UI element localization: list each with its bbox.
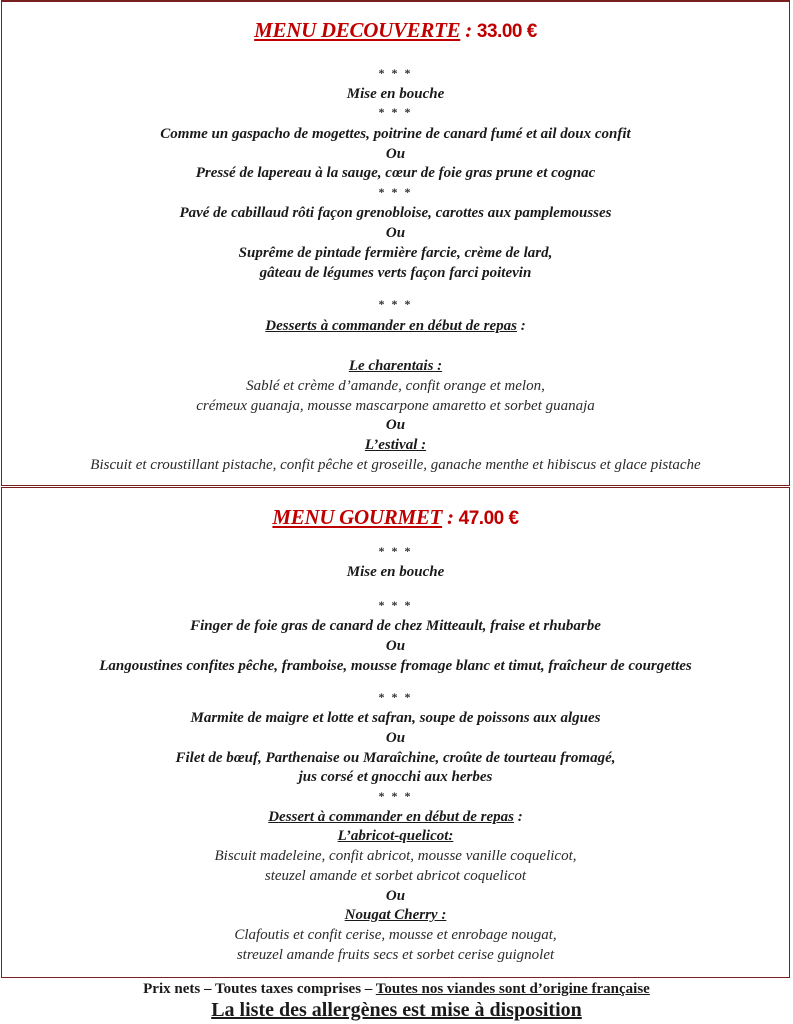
title-separator: : — [442, 505, 459, 529]
or-label: Ou — [385, 730, 406, 746]
stars-divider: * * * — [378, 66, 413, 80]
meat-origin-note: Toutes nos viandes sont d’origine française — [375, 981, 650, 997]
dessert-2-description-line-2: streuzel amande fruits secs et sorbet cerise guignolet — [236, 947, 555, 963]
starter-option-2: Langoustines confites pêche, framboise, mousse fromage blanc et timut, fraîcheur de courgettes — [99, 658, 692, 674]
or-label: Ou — [385, 225, 406, 241]
price-notice — [0, 981, 793, 998]
dessert-1-name: Le charentais : — [348, 358, 443, 374]
stars-divider: * * * — [378, 544, 413, 558]
dessert-header: Desserts à commander en début de repas : — [265, 318, 526, 334]
dessert-header: Dessert à commander en début de repas : — [268, 809, 523, 825]
dessert-1-name: L’abricot-quelicot: — [337, 828, 454, 844]
main-option-2-line-1: Suprême de pintade fermière farcie, crème de lard, — [238, 245, 553, 261]
stars-divider: * * * — [378, 297, 413, 311]
main-option-2-line-2: gâteau de légumes verts façon farci poitevin — [259, 265, 532, 281]
prices-note: Prix nets – Toutes taxes comprises – — [143, 981, 376, 997]
menu-title: MENU DECOUVERTE — [254, 18, 461, 42]
dessert-1-description-line-1: Biscuit madeleine, confit abricot, mousse vanille coquelicot, — [214, 848, 577, 864]
main-option-1: Marmite de maigre et lotte et safran, soupe de poissons aux algues — [190, 710, 601, 726]
dessert-1-description-line-2: steuzel amande et sorbet abricot coquelicot — [264, 868, 527, 884]
dessert-2-name: L’estival : — [364, 437, 427, 453]
dessert-2-description-line-1: Clafoutis et confit cerise, mousse et enrobage nougat, — [234, 927, 557, 943]
dessert-2-description-line-1: Biscuit et croustillant pistache, confit pêche et groseille, ganache menthe et hibiscus et glace pistache — [90, 457, 701, 473]
menu-price: 33.00 € — [476, 21, 537, 42]
dessert-1-description-line-1: Sablé et crème d’amande, confit orange et melon, — [246, 378, 545, 394]
starter-option-2: Pressé de lapereau à la sauge, cœur de foie gras prune et cognac — [195, 165, 596, 181]
amuse-bouche: Mise en bouche — [346, 86, 445, 102]
dessert-1-description-line-2: crémeux guanaja, mousse mascarpone amaretto et sorbet guanaja — [196, 398, 595, 414]
or-label: Ou — [385, 146, 406, 162]
starter-option-1: Comme un gaspacho de mogettes, poitrine de canard fumé et ail doux confit — [160, 126, 631, 142]
stars-divider: * * * — [378, 598, 413, 612]
stars-divider: * * * — [378, 185, 413, 199]
menu-title: MENU GOURMET — [272, 505, 443, 529]
menu-gourmet-section — [1, 487, 790, 978]
menu-decouverte-heading — [2, 18, 789, 43]
stars-divider: * * * — [378, 690, 413, 704]
main-option-2-line-2: jus corsé et gnocchi aux herbes — [298, 769, 493, 785]
menu-decouverte-section — [1, 0, 790, 486]
stars-divider: * * * — [378, 789, 413, 803]
allergens-notice: La liste des allergènes est mise à disposition — [211, 999, 582, 1021]
stars-divider: * * * — [378, 105, 413, 119]
menu-price: 47.00 € — [458, 508, 519, 529]
menu-gourmet-heading — [2, 505, 789, 530]
or-label: Ou — [385, 417, 406, 433]
dessert-2-name: Nougat Cherry : — [344, 907, 447, 923]
main-option-2-line-1: Filet de bœuf, Parthenaise ou Maraîchine, croûte de tourteau fromagé, — [175, 750, 616, 766]
title-separator: : — [460, 18, 477, 42]
main-option-1: Pavé de cabillaud rôti façon grenobloise, carottes aux pamplemousses — [179, 205, 612, 221]
or-label: Ou — [385, 888, 406, 904]
starter-option-1: Finger de foie gras de canard de chez Mitteault, fraise et rhubarbe — [190, 618, 601, 634]
amuse-bouche: Mise en bouche — [346, 564, 445, 580]
or-label: Ou — [385, 638, 406, 654]
